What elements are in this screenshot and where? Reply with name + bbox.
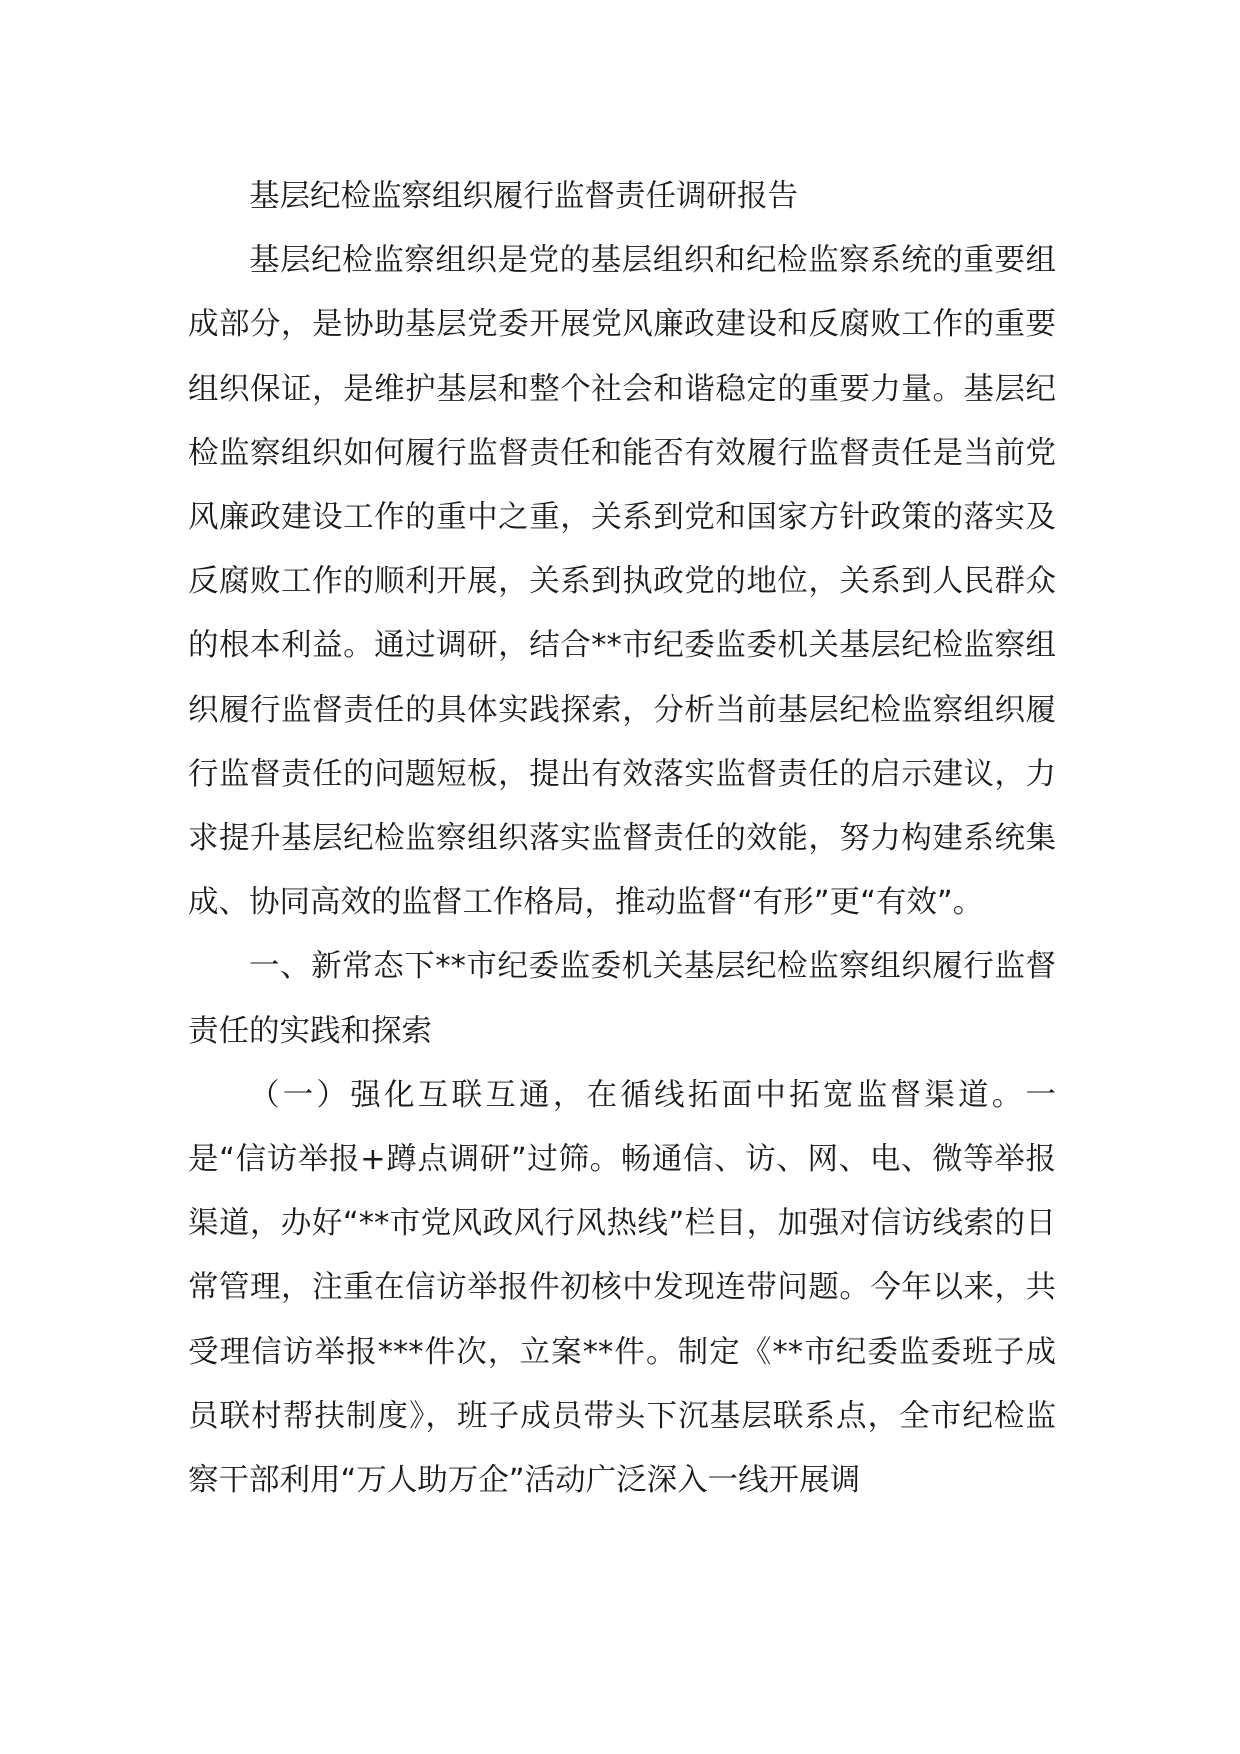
document-title: 基层纪检监察组织履行监督责任调研报告 [249,179,798,214]
paragraph-intro: 基层纪检监察组织是党的基层组织和纪检监察系统的重要组成部分，是协助基层党委开展党风廉政建设和反腐败工作的重要组织保证，是维护基层和整个社会和谐稳定的重要力量。基层纪检监察组织如何履行监督责任和能否有效履行监督责任是当前党风廉政建设工作的重中之重，关系到党和国家方针政策的落实及反腐败工作的顺利开展，关系到执政党的地位，关系到人民群众的根本利益。通过调研，结合**市纪委监委机关基层纪检监察组织履行监督责任的具体实践探索，分析当前基层纪检监察组织履行监督责任的问题短板，提出有效落实监督责任的启示建议，力求提升基层纪检监察组织落实监督责任的效能，努力构建系统集成、协同高效的监督工作格局，推动监督“有形”更“有效”。 [188,243,1056,921]
document-page [188,165,1056,1513]
paragraph-subsection-1: （一）强化互联互通，在循线拓面中拓宽监督渠道。一是“信访举报+蹲点调研”过筛。畅通信、访、网、电、微等举报渠道，办好“**市党风政风行风热线”栏目，加强对信访线索的日常管理，注重在信访举报件初核中发现连带问题。今年以来，共受理信访举报***件次，立案**件。制定《**市纪委监委班子成员联村帮扶制度》，班子成员带头下沉基层联系点，全市纪检监察干部利用“万人助万企”活动广泛深入一线开展调 [188,1077,1056,1499]
section-heading-1: 一、新常态下**市纪委监委机关基层纪检监察组织履行监督责任的实践和探索 [188,949,1056,1049]
